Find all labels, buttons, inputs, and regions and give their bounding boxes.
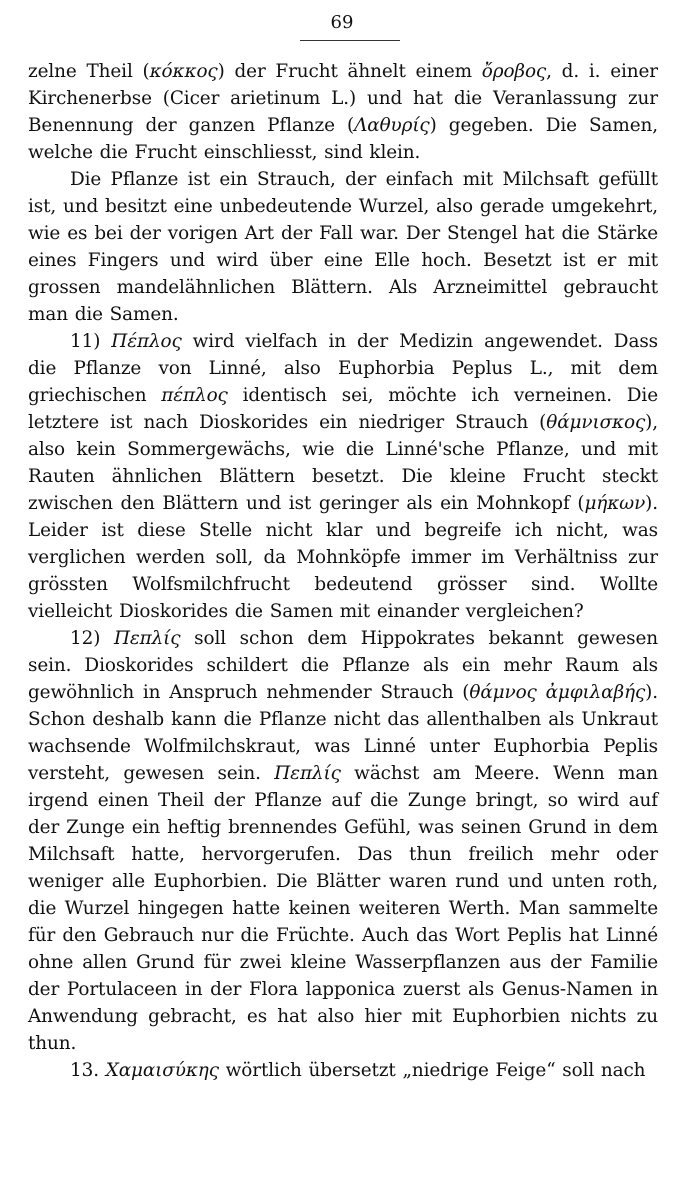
- greek-term: κόκκος: [149, 61, 218, 82]
- greek-term: θάμνισκος: [546, 412, 646, 433]
- greek-term: Πεπλίς: [274, 763, 341, 784]
- paragraph: [28, 625, 658, 1057]
- text-run: 11): [70, 331, 112, 352]
- greek-term: πέπλος: [161, 385, 228, 406]
- text-run: ) gegeben. Die Samen, welche die Frucht einschliesst, sind klein.: [28, 115, 658, 163]
- greek-term: Χαμαισύκης: [105, 1060, 219, 1081]
- text-run: wörtlich übersetzt „niedrige Feige“ soll nach: [218, 1060, 646, 1081]
- text-run: wird vielfach in der Medizin angewendet. Dass die Pflanze von Linné, also Euphorbia Peplus L., mit dem griechischen: [28, 331, 658, 406]
- text-run: soll schon dem Hippokrates bekannt gewesen sein. Dioskorides schildert die Pflanze als ein mehr Raum als gewöhnlich in Anspruch nehmender Strauch (: [28, 628, 658, 703]
- paragraph: [28, 58, 658, 166]
- text-run: ) der Frucht ähnelt einem: [217, 61, 482, 82]
- text-run: 13.: [70, 1060, 106, 1081]
- greek-term: θάμνος ἀμφιλαβής: [469, 682, 646, 703]
- greek-term: Πέπλος: [111, 331, 182, 352]
- greek-term: Λαθυρίς: [354, 115, 430, 136]
- text-run: 12): [70, 628, 114, 649]
- text-run: ), also kein Sommergewächs, wie die Linné'sche Pflanze, und mit Rauten ähnlichen Blättern besetzt. Die kleine Frucht steckt zwischen den Blättern und ist geringer als ein Mohnkopf (: [28, 412, 658, 514]
- text-run: zelne Theil (: [28, 61, 150, 82]
- text-run: identisch sei, möchte ich verneinen. Die letztere ist nach Dioskorides ein niedriger Strauch (: [28, 385, 658, 433]
- body-text: [28, 58, 658, 1084]
- text-run: ). Schon deshalb kann die Pflanze nicht das allenthalben als Unkraut wachsende Wolfmilchskraut, was Linné unter Euphorbia Peplis versteht, gewesen sein.: [28, 682, 658, 784]
- paragraph: [28, 166, 658, 328]
- greek-term: Πεπλίς: [113, 628, 181, 649]
- greek-term: ὄροβος: [481, 61, 547, 82]
- greek-term: μήκων: [584, 493, 646, 514]
- page-number: 69: [330, 12, 354, 33]
- text-run: ). Leider ist diese Stelle nicht klar und begreife ich nicht, was verglichen werden soll, da Mohnköpfe immer im Verhältniss zur grössten Wolfsmilchfrucht bedeutend grösser sind. Wollte vielleicht Dioskorides die Samen mit einander vergleichen?: [28, 493, 658, 622]
- text-run: , d. i. einer Kirchenerbse (Cicer arietinum L.) und hat die Veranlassung zur Benennung der ganzen Pflanze (: [28, 61, 658, 136]
- paragraph: [28, 328, 658, 625]
- text-run: Die Pflanze ist ein Strauch, der einfach mit Milchsaft gefüllt ist, und besitzt eine unbedeutende Wurzel, also gerade umgekehrt, wie es bei der vorigen Art der Fall war. Der Stengel hat die Stärke eines Fingers und wird über eine Elle hoch. Besetzt ist er mit grossen mandelähnlichen Blättern. Als Arzneimittel gebraucht man die Samen.: [28, 169, 658, 325]
- text-run: wächst am Meere. Wenn man irgend einen Theil der Pflanze auf die Zunge bringt, so wird auf der Zunge ein heftig brennendes Gefühl, was seinen Grund in dem Milchsaft hatte, hervorgerufen. Das thun freilich mehr oder weniger alle Euphorbien. Die Blätter waren rund und unten roth, die Wurzel hingegen hatte keinen weiteren Werth. Man sammelte für den Gebrauch nur die Früchte. Auch das Wort Peplis hat Linné ohne allen Grund für zwei kleine Wasserpflanzen aus der Familie der Portulaceen in der Flora lapponica zuerst als Genus-Namen in Anwendung gebracht, es hat also hier mit Euphorbien nichts zu thun.: [28, 763, 658, 1054]
- header-rule: [300, 40, 400, 41]
- paragraph: [28, 1057, 658, 1084]
